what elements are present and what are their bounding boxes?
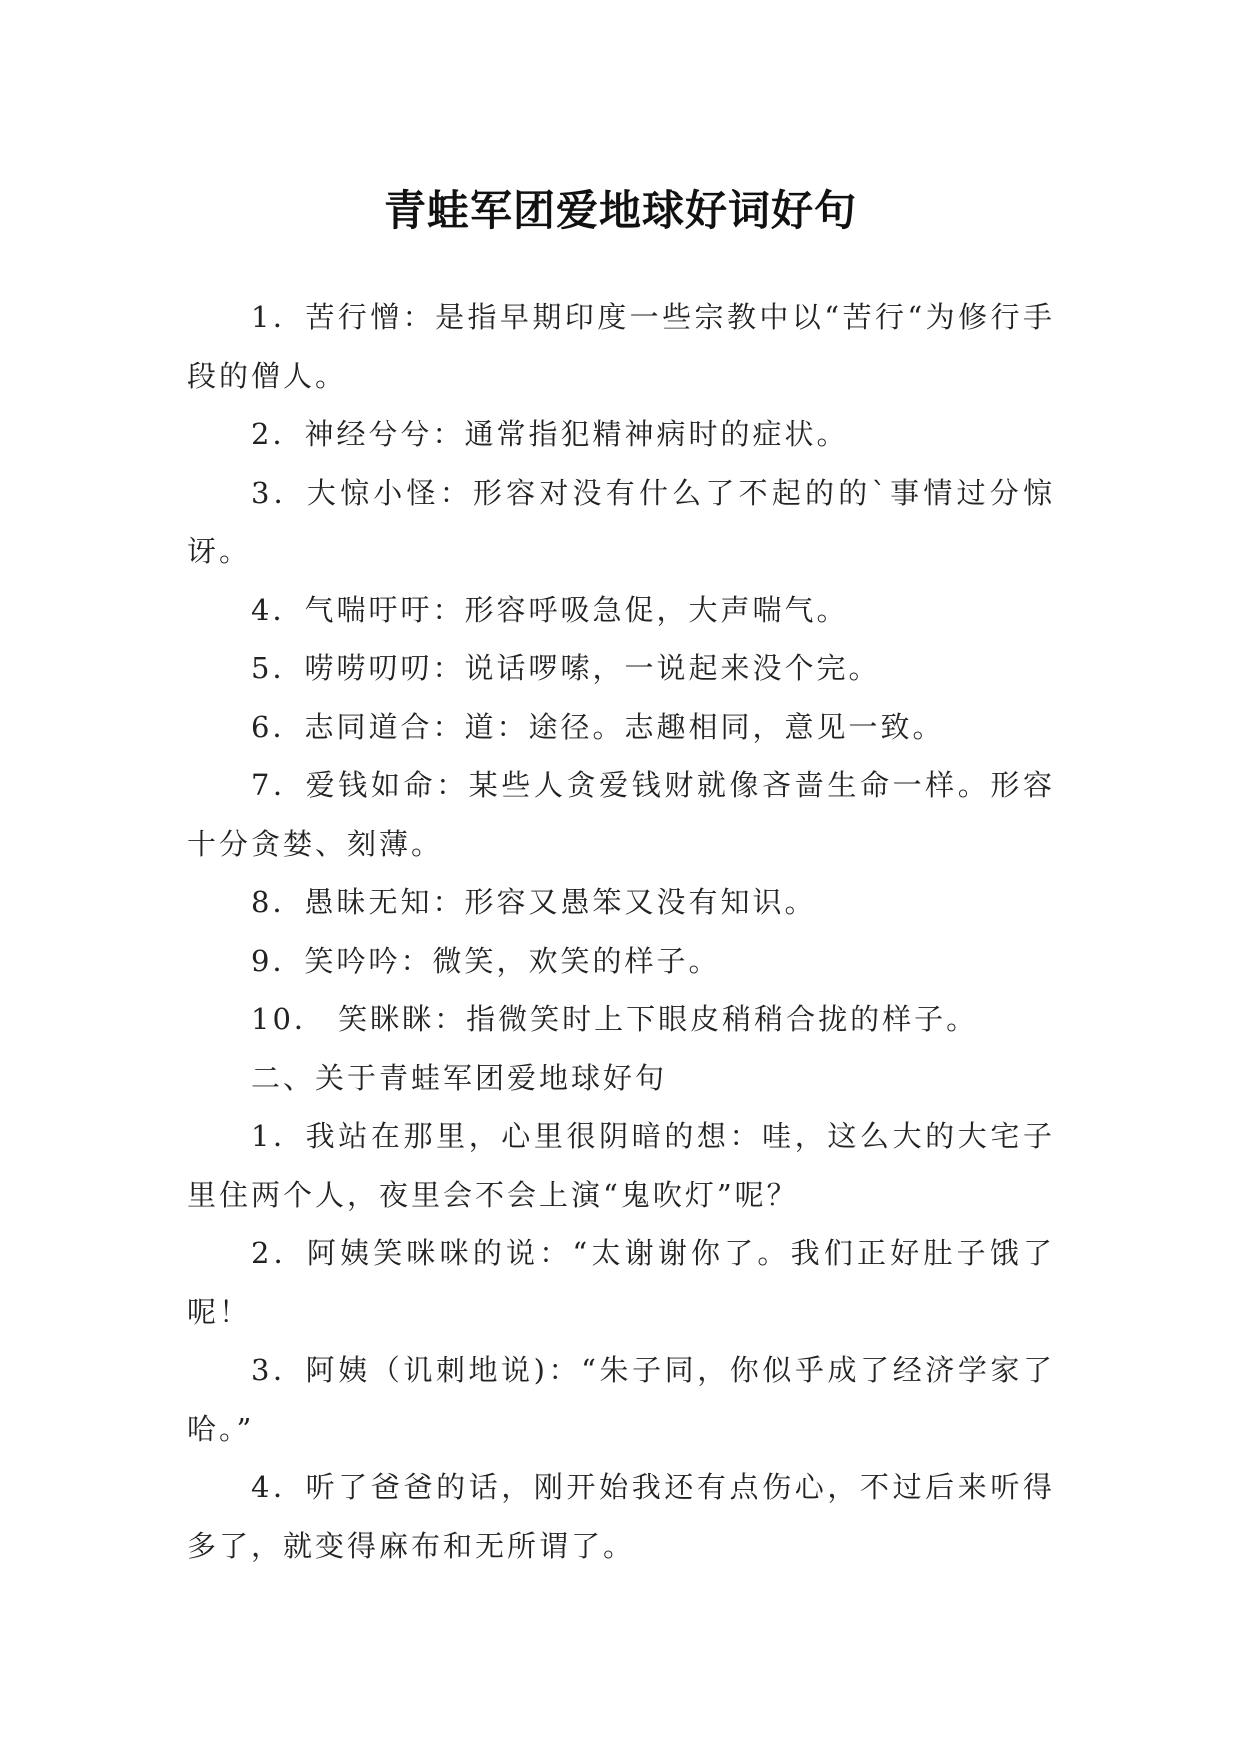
document-body: [187, 288, 1055, 1575]
paragraph: 3．阿姨（讥刺地说)：“朱子同，你似乎成了经济学家了哈。”: [187, 1353, 1055, 1446]
paragraph: 1．苦行憎：是指早期印度一些宗教中以“苦行“为修行手段的僧人。: [187, 300, 1055, 393]
paragraph: 2．阿姨笑咪咪的说：“太谢谢你了。我们正好肚子饿了呢！: [187, 1236, 1055, 1329]
paragraph: 7．爱钱如命：某些人贪爱钱财就像吝啬生命一样。形容十分贪婪、刻薄。: [187, 768, 1055, 861]
paragraph: 1．我站在那里，心里很阴暗的想：哇，这么大的大宅子里住两个人，夜里会不会上演“鬼吹灯”呢？: [187, 1119, 1055, 1212]
paragraph: 8．愚昧无知：形容又愚笨又没有知识。: [251, 885, 817, 919]
paragraph: 4．气喘吁吁：形容呼吸急促，大声喘气。: [251, 592, 849, 627]
paragraph: 4．听了爸爸的话，刚开始我还有点伤心，不过后来听得多了，就变得麻布和无所谓了。: [187, 1470, 1055, 1563]
paragraph: 3．大惊小怪：形容对没有什么了不起的的`事情过分惊讶。: [187, 475, 1055, 568]
paragraph: 9．笑吟吟：微笑，欢笑的样子。: [251, 943, 721, 978]
section-heading: 二、关于青蛙军团爱地球好句: [251, 1060, 668, 1095]
paragraph: 5．唠唠叨叨：说话啰嗦，一说起来没个完。: [251, 651, 881, 685]
paragraph: 6．志同道合：道：途径。志趣相同，意见一致。: [251, 709, 945, 744]
document-title: 青蛙军团爱地球好词好句: [383, 186, 857, 236]
paragraph: 10． 笑眯眯：指微笑时上下眼皮稍稍合拢的样子。: [251, 1002, 979, 1036]
paragraph: 2．神经兮兮：通常指犯精神病时的症状。: [251, 417, 849, 451]
